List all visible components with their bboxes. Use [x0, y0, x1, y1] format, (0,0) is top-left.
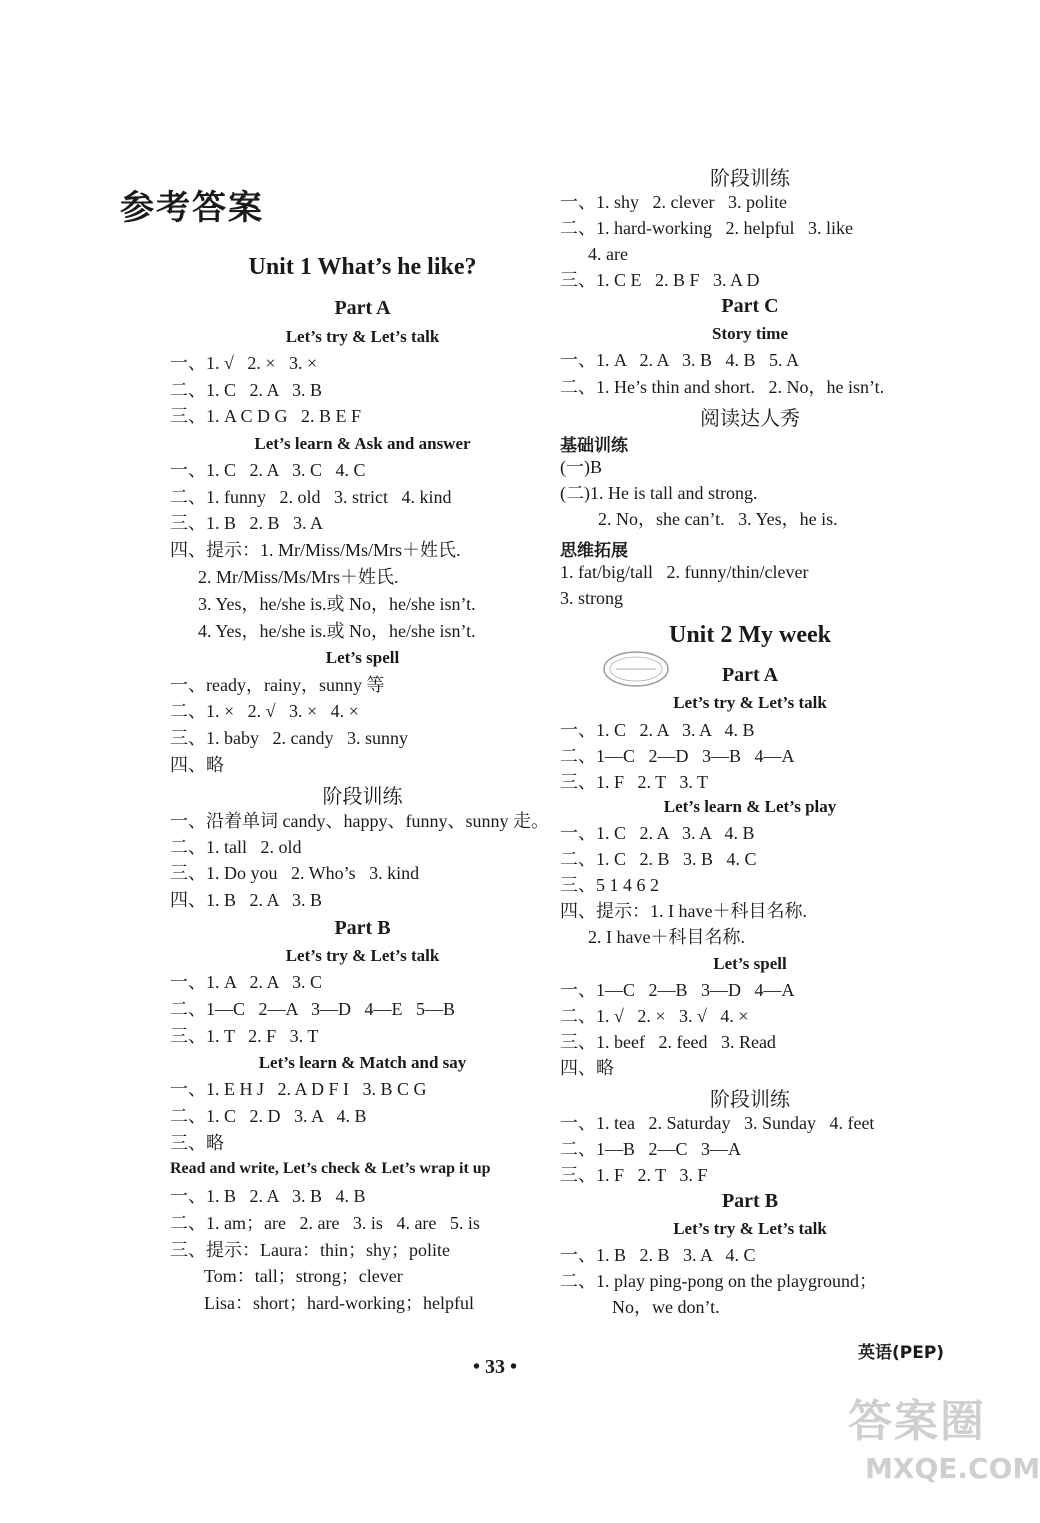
section-heading: Read and write, Let’s check & Let’s wrap it up [170, 1160, 491, 1177]
answer-line: 三、1. T 2. F 3. T [170, 1026, 319, 1046]
answer-line: 三、1. Do you 2. Who’s 3. kind [170, 863, 420, 883]
answer-line: 一、1—C 2—B 3—D 4—A [560, 980, 795, 1000]
section-heading: Let’s learn & Ask and answer [254, 434, 471, 453]
answer-line: 三、1. F 2. T 3. F [560, 1165, 708, 1185]
section-heading: Let’s try & Let’s talk [673, 1219, 827, 1238]
answer-line: 二、1. funny 2. old 3. strict 4. kind [170, 487, 452, 507]
answer-line: 2. No，she can’t. 3. Yes，he is. [598, 509, 838, 529]
answer-line: 二、1—B 2—C 3—A [560, 1139, 742, 1159]
stamp-icon [600, 648, 672, 690]
answer-line: 四、提示：1. I have＋科目名称. [560, 901, 807, 921]
part-b-heading: Part B [721, 1190, 779, 1212]
reading-heading: 阅读达人秀 [700, 406, 800, 430]
answer-line: 4. Yes，he/she is.或 No，he/she isn’t. [198, 621, 476, 641]
answer-line: 1. fat/big/tall 2. funny/thin/clever [560, 562, 809, 582]
answer-line: 一、1. A 2. A 3. B 4. B 5. A [560, 350, 800, 370]
answer-line: 三、1. baby 2. candy 3. sunny [170, 728, 408, 748]
answer-line: 一、1. C 2. A 3. A 4. B [560, 823, 755, 843]
answer-line: 二、1. C 2. D 3. A 4. B [170, 1106, 367, 1126]
answer-line: 3. strong [560, 588, 623, 608]
answer-line: 二、1. hard-working 2. helpful 3. like [560, 218, 853, 238]
answer-line: 一、沿着单词 candy、happy、funny、sunny 走。 [170, 811, 549, 831]
answer-line: Tom：tall；strong；clever [204, 1266, 403, 1286]
section-heading: Story time [711, 324, 788, 343]
section-heading: Let’s try & Let’s talk [285, 946, 440, 965]
section-heading: Let’s try & Let’s talk [673, 693, 827, 712]
answer-line: 二、1—C 2—A 3—D 4—E 5—B [170, 999, 456, 1019]
answer-line: 二、1. √ 2. × 3. √ 4. × [560, 1006, 749, 1026]
answer-line: 二、1. × 2. √ 3. × 4. × [170, 701, 359, 721]
answer-line: 一、1. E H J 2. A D F I 3. B C G [170, 1079, 427, 1099]
unit-1-heading: Unit 1 What’s he like? [248, 254, 477, 280]
answer-line: 一、1. B 2. A 3. B 4. B [170, 1186, 366, 1206]
section-heading: Let’s spell [325, 648, 400, 667]
watermark-url: MXQE.COM [865, 1452, 1040, 1485]
answer-line: (一)B [560, 457, 602, 477]
answer-line: 三、1. B 2. B 3. A [170, 513, 324, 533]
answer-line: 一、1. C 2. A 3. A 4. B [560, 720, 755, 740]
answer-line: 四、略 [560, 1058, 614, 1078]
answer-line: 二、1. C 2. A 3. B [170, 380, 323, 400]
footer-subject: 英语(PEP) [858, 1343, 945, 1363]
answer-line: 2. I have＋科目名称. [588, 927, 745, 947]
page-title: 参考答案 [120, 188, 264, 228]
answer-line: 四、1. B 2. A 3. B [170, 890, 323, 910]
answer-line: 一、1. tea 2. Saturday 3. Sunday 4. feet [560, 1113, 875, 1133]
answer-line: 四、提示：1. Mr/Miss/Ms/Mrs＋姓氏. [170, 540, 461, 560]
section-heading: Let’s try & Let’s talk [285, 327, 440, 346]
answer-line: 二、1. C 2. B 3. B 4. C [560, 849, 757, 869]
answer-line: (二)1. He is tall and strong. [560, 483, 758, 503]
watermark-logo: 答案圈 [848, 1396, 986, 1447]
answer-line: 三、1. A C D G 2. B E F [170, 406, 362, 426]
answer-line: 一、1. √ 2. × 3. × [170, 353, 318, 373]
page-number: • 33 • [473, 1356, 518, 1378]
part-c-heading: Part C [721, 295, 779, 317]
answer-line: 三、1. F 2. T 3. T [560, 772, 709, 792]
answer-line: 二、1. play ping-pong on the playground； [560, 1271, 877, 1291]
answer-line: 二、1. tall 2. old [170, 837, 302, 857]
answer-line: 三、1. C E 2. B F 3. A D [560, 270, 760, 290]
answer-line: 一、1. shy 2. clever 3. polite [560, 192, 787, 212]
stage-training-heading: 阶段训练 [710, 1087, 790, 1111]
answer-line: 二、1—C 2—D 3—B 4—A [560, 746, 795, 766]
answer-line: 二、1. am；are 2. are 3. is 4. are 5. is [170, 1213, 480, 1233]
answer-line: 三、5 1 4 6 2 [560, 875, 659, 895]
stage-training-heading: 阶段训练 [710, 166, 790, 190]
answer-line: 三、提示：Laura：thin；shy；polite [170, 1240, 450, 1260]
part-b-heading: Part B [334, 917, 391, 939]
basic-training-heading: 基础训练 [560, 436, 628, 456]
answer-line: No，we don’t. [612, 1297, 720, 1317]
answer-line: Lisa：short；hard-working；helpful [204, 1293, 474, 1313]
answer-line: 一、1. A 2. A 3. C [170, 972, 323, 992]
answer-line: 三、1. beef 2. feed 3. Read [560, 1032, 776, 1052]
section-heading: Let’s learn & Match and say [258, 1053, 467, 1072]
answer-line: 三、略 [170, 1133, 224, 1153]
answer-line: 四、略 [170, 755, 224, 775]
section-heading: Let’s spell [713, 954, 787, 973]
answer-line: 2. Mr/Miss/Ms/Mrs＋姓氏. [198, 567, 399, 587]
section-heading: Let’s learn & Let’s play [663, 797, 837, 816]
part-a-heading: Part A [721, 664, 779, 686]
answer-line: 一、ready，rainy，sunny 等 [170, 675, 385, 695]
answer-line: 二、1. He’s thin and short. 2. No，he isn’t. [560, 377, 885, 397]
answer-line: 3. Yes，he/she is.或 No，he/she isn’t. [198, 594, 476, 614]
answer-line: 一、1. B 2. B 3. A 4. C [560, 1245, 756, 1265]
answer-line: 4. are [588, 244, 628, 264]
stage-training-heading: 阶段训练 [322, 784, 403, 808]
unit-2-heading: Unit 2 My week [669, 622, 831, 648]
thinking-heading: 思维拓展 [560, 541, 628, 561]
answer-line: 一、1. C 2. A 3. C 4. C [170, 460, 366, 480]
part-a-heading: Part A [334, 297, 391, 319]
